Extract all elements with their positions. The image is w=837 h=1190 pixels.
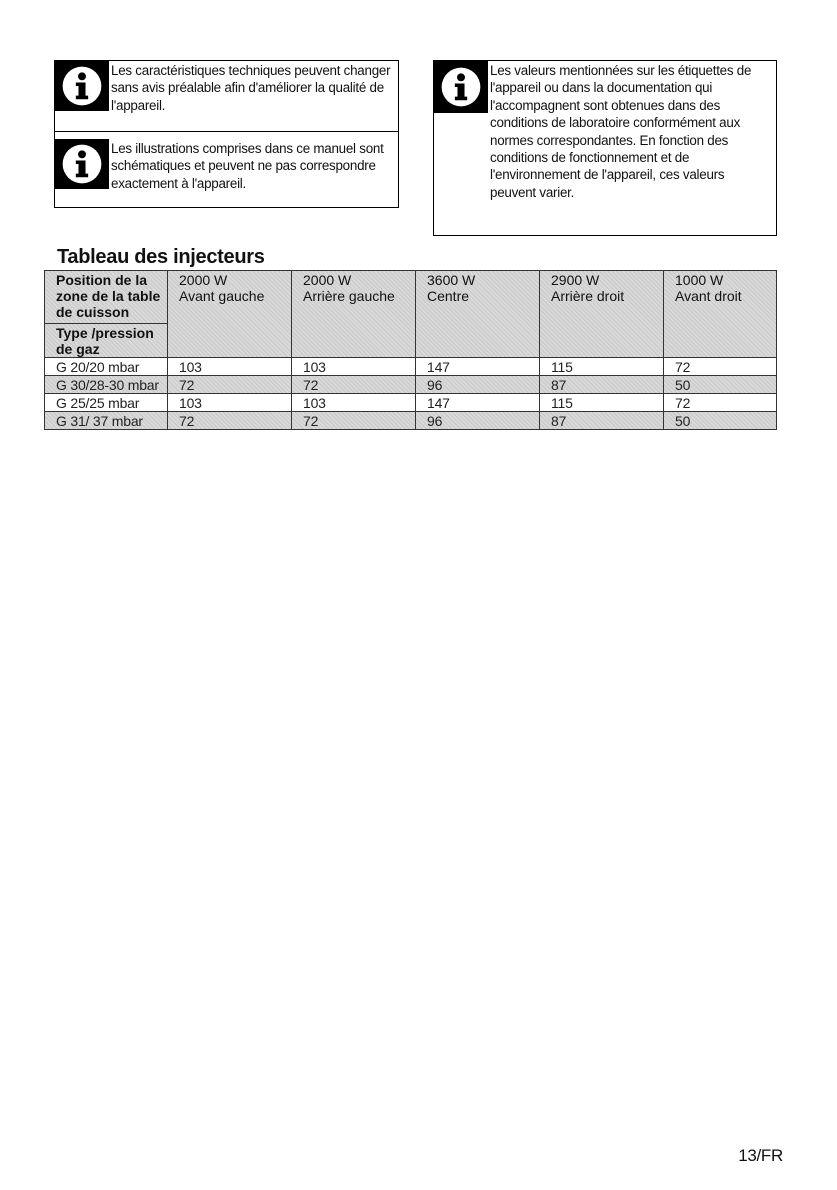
- table-row: [45, 376, 777, 394]
- injector-value: 103: [168, 358, 292, 376]
- injector-value: 115: [540, 358, 664, 376]
- info-icon: [55, 61, 109, 111]
- table-row: [45, 412, 777, 430]
- column-header: [292, 271, 416, 358]
- column-header: [540, 271, 664, 358]
- injector-value: 50: [664, 412, 777, 430]
- section-title: Tableau des injecteurs: [57, 246, 265, 268]
- injector-value: 50: [664, 376, 777, 394]
- type-label: Type /pression de gaz: [45, 323, 167, 357]
- injector-value: 72: [168, 412, 292, 430]
- injector-table: [44, 270, 777, 430]
- gas-type-cell: G 25/25 mbar: [45, 394, 168, 412]
- column-position: Arrière droit: [551, 288, 625, 304]
- column-position: Arrière gauche: [303, 288, 395, 304]
- note-text: Les valeurs mentionnées sur les étiquettes de l'appareil ou dans la documentation qui l'accompagnent sont obtenues dans des conditions de laboratoire conformément aux normes correspondantes. En fonction des conditions de fonctionnement et de l'environnement de l'appareil, ces valeurs peuvent varier.: [490, 63, 752, 200]
- column-power: 2000 W: [179, 272, 228, 288]
- column-header: [416, 271, 540, 358]
- column-position: Avant gauche: [179, 288, 265, 304]
- note-values: [434, 61, 776, 201]
- injector-value: 72: [664, 358, 777, 376]
- column-position: Avant droit: [675, 288, 742, 304]
- column-power: 3600 W: [427, 272, 476, 288]
- position-header-cell: [45, 271, 168, 358]
- column-power: 2000 W: [303, 272, 352, 288]
- column-header: [168, 271, 292, 358]
- injector-value: 72: [168, 376, 292, 394]
- injector-value: 96: [416, 412, 540, 430]
- table-row: [45, 394, 777, 412]
- note-specs: [55, 61, 398, 114]
- note-illustrations: [55, 139, 398, 192]
- page-number: 13/FR: [738, 1146, 783, 1165]
- table-row: [45, 358, 777, 376]
- injector-value: 103: [292, 394, 416, 412]
- position-label: Position de la zone de la table de cuisson: [56, 272, 161, 320]
- injector-value: 115: [540, 394, 664, 412]
- gas-type-cell: G 31/ 37 mbar: [45, 412, 168, 430]
- column-power: 2900 W: [551, 272, 600, 288]
- injector-value: 96: [416, 376, 540, 394]
- column-position: Centre: [427, 288, 470, 304]
- injector-value: 72: [292, 376, 416, 394]
- info-notes-left: [54, 60, 399, 208]
- injector-value: 87: [540, 376, 664, 394]
- column-header: [664, 271, 777, 358]
- note-divider: [55, 131, 398, 132]
- injector-value: 72: [664, 394, 777, 412]
- info-notes-right: [433, 60, 777, 236]
- info-icon: [55, 139, 109, 189]
- column-power: 1000 W: [675, 272, 724, 288]
- injector-value: 103: [168, 394, 292, 412]
- injector-value: 72: [292, 412, 416, 430]
- gas-type-cell: G 30/28-30 mbar: [45, 376, 168, 394]
- note-text: Les caractéristiques techniques peuvent changer sans avis préalable afin d'améliorer la qualité de l'appareil.: [111, 63, 391, 113]
- injector-value: 147: [416, 358, 540, 376]
- note-text: Les illustrations comprises dans ce manuel sont schématiques et peuvent ne pas correspondre exactement à l'appareil.: [111, 141, 384, 191]
- injector-value: 87: [540, 412, 664, 430]
- info-icon: [434, 61, 488, 113]
- table-header-row: [45, 271, 777, 358]
- injector-value: 147: [416, 394, 540, 412]
- gas-type-cell: G 20/20 mbar: [45, 358, 168, 376]
- injector-value: 103: [292, 358, 416, 376]
